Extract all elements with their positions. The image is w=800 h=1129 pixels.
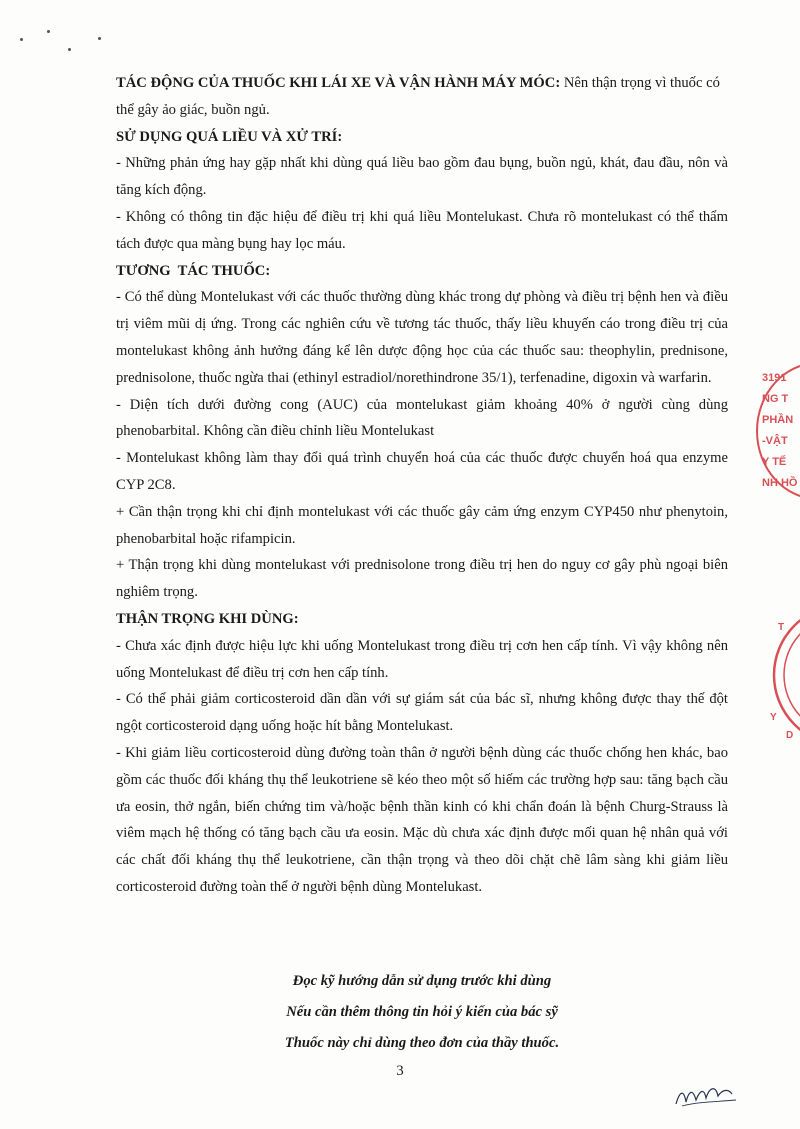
svg-text:T: T <box>778 622 785 633</box>
paragraph: - Montelukast không làm thay đổi quá trình chuyển hoá của các thuốc được chuyển hoá qua enzyme CYP 2C8. <box>116 450 728 493</box>
section-heading: SỬ DỤNG QUÁ LIỀU VÀ XỬ TRÍ: <box>116 128 343 145</box>
paragraph: - Có thể dùng Montelukast với các thuốc thường dùng khác trong dự phòng và điều trị bệnh hen và điều trị viêm mũi dị ứng. Trong các nghiên cứu về tương tác thuốc, thấy liều khuyến cáo trong điều trị của montelukast không ảnh hưởng đáng kể lên dược động học của các thuốc sau: theophylin, prednisone, prednisolone, thuốc ngừa thai (ethinyl estradiol/norethindrone 35/1), terfenadine, digoxin và warfarin. <box>116 289 728 386</box>
section-inline-text: Nên thận trọng vì thuốc có thể gây ảo giác, buồn ngủ. <box>116 75 720 118</box>
stamp-partial-bottom <box>764 600 800 750</box>
section-precautions <box>116 606 728 901</box>
section-heading: TƯƠNG TÁC THUỐC: <box>116 262 271 279</box>
svg-text:Y: Y <box>770 712 777 723</box>
stamp-partial-top <box>752 360 800 500</box>
paragraph: - Chưa xác định được hiệu lực khi uống Montelukast trong điều trị cơn hen cấp tính. Vì vậy không nên uống Montelukast để điều trị cơn hen cấp tính. <box>116 637 728 681</box>
document-body <box>116 70 728 901</box>
stamp-fragment: -VẬT <box>762 435 788 447</box>
paragraph: - Không có thông tin đặc hiệu để điều trị khi quá liều Montelukast. Chưa rõ montelukast có thể thẩm tách được qua màng bụng hay lọc máu. <box>116 208 728 252</box>
stamp-fragment: Y TẾ <box>762 456 787 468</box>
stamp-fragment: NG T <box>762 393 789 405</box>
footer-note: Đọc kỹ hướng dẫn sử dụng trước khi dùng <box>292 973 552 989</box>
page-number: 3 <box>396 1063 404 1079</box>
scan-speck <box>68 48 71 51</box>
footer-notes <box>116 966 728 1059</box>
stamp-fragment: NH HỒ <box>762 477 798 489</box>
section-overdose <box>116 124 728 258</box>
paragraph: + Thận trọng khi dùng montelukast với prednisolone trong điều trị hen do nguy cơ gây phù ngoại biên nghiêm trọng. <box>116 557 728 601</box>
signature-icon <box>672 1080 740 1112</box>
scan-speck <box>20 38 23 41</box>
paragraph: + Cần thận trọng khi chỉ định montelukast với các thuốc gây cảm ứng enzym CYP450 như phenytoin, phenobarbital hoặc rifampicin. <box>116 503 728 547</box>
stamp-fragment: PHẦN <box>762 414 794 426</box>
paragraph: - Khi giảm liều corticosteroid dùng đường toàn thân ở người bệnh dùng các thuốc chống hen khác, bao gồm các thuốc đối kháng thụ thể leukotriene sẽ kéo theo một số hiếm các trường hợp sau: tăng bạch cầu ưa eosin, thở ngắn, biến chứng tim và/hoặc bệnh thần kinh có khi chẩn đoán là bệnh Churg-Strauss là viêm mạch hệ thống có tăng bạch cầu ưa eosin. Mặc dù chưa xác định được mối quan hệ nhân quả với các chất đối kháng thụ thể leukotriene, cần thận trọng và theo dõi chặt chẽ lâm sàng khi giảm liều corticosteroid đường toàn thể ở người bệnh dùng Montelukast. <box>116 744 728 895</box>
paragraph: - Những phản ứng hay gặp nhất khi dùng quá liều bao gồm đau bụng, buồn ngủ, khát, đau đầu, nôn và tăng kích động. <box>116 155 728 199</box>
footer-note: Nếu cần thêm thông tin hỏi ý kiến của bác sỹ <box>286 1004 558 1020</box>
section-heading: TÁC ĐỘNG CỦA THUỐC KHI LÁI XE VÀ VẬN HÀNH MÁY MÓC: <box>116 75 561 91</box>
paragraph: - Diện tích dưới đường cong (AUC) của montelukast giảm khoảng 40% ở người cùng dùng phenobarbital. Không cần điều chỉnh liều Montelukast <box>116 396 728 440</box>
stamp-fragment: 3191 <box>762 372 787 384</box>
section-drug-interactions <box>116 258 728 606</box>
footer-note: Thuốc này chỉ dùng theo đơn của thầy thuốc. <box>284 1035 560 1051</box>
scan-speck <box>47 30 50 33</box>
svg-text:D: D <box>786 730 794 741</box>
stamp-seal-icon <box>764 600 800 750</box>
section-driving-effects <box>116 70 728 124</box>
section-heading: THẬN TRỌNG KHI DÙNG: <box>116 610 299 627</box>
scan-speck <box>98 37 101 40</box>
paragraph: - Có thể phải giảm corticosteroid dần dần với sự giám sát của bác sĩ, nhưng không được thay thế đột ngột corticosteroid dạng uống hoặc hít bằng Montelukast. <box>116 691 728 735</box>
